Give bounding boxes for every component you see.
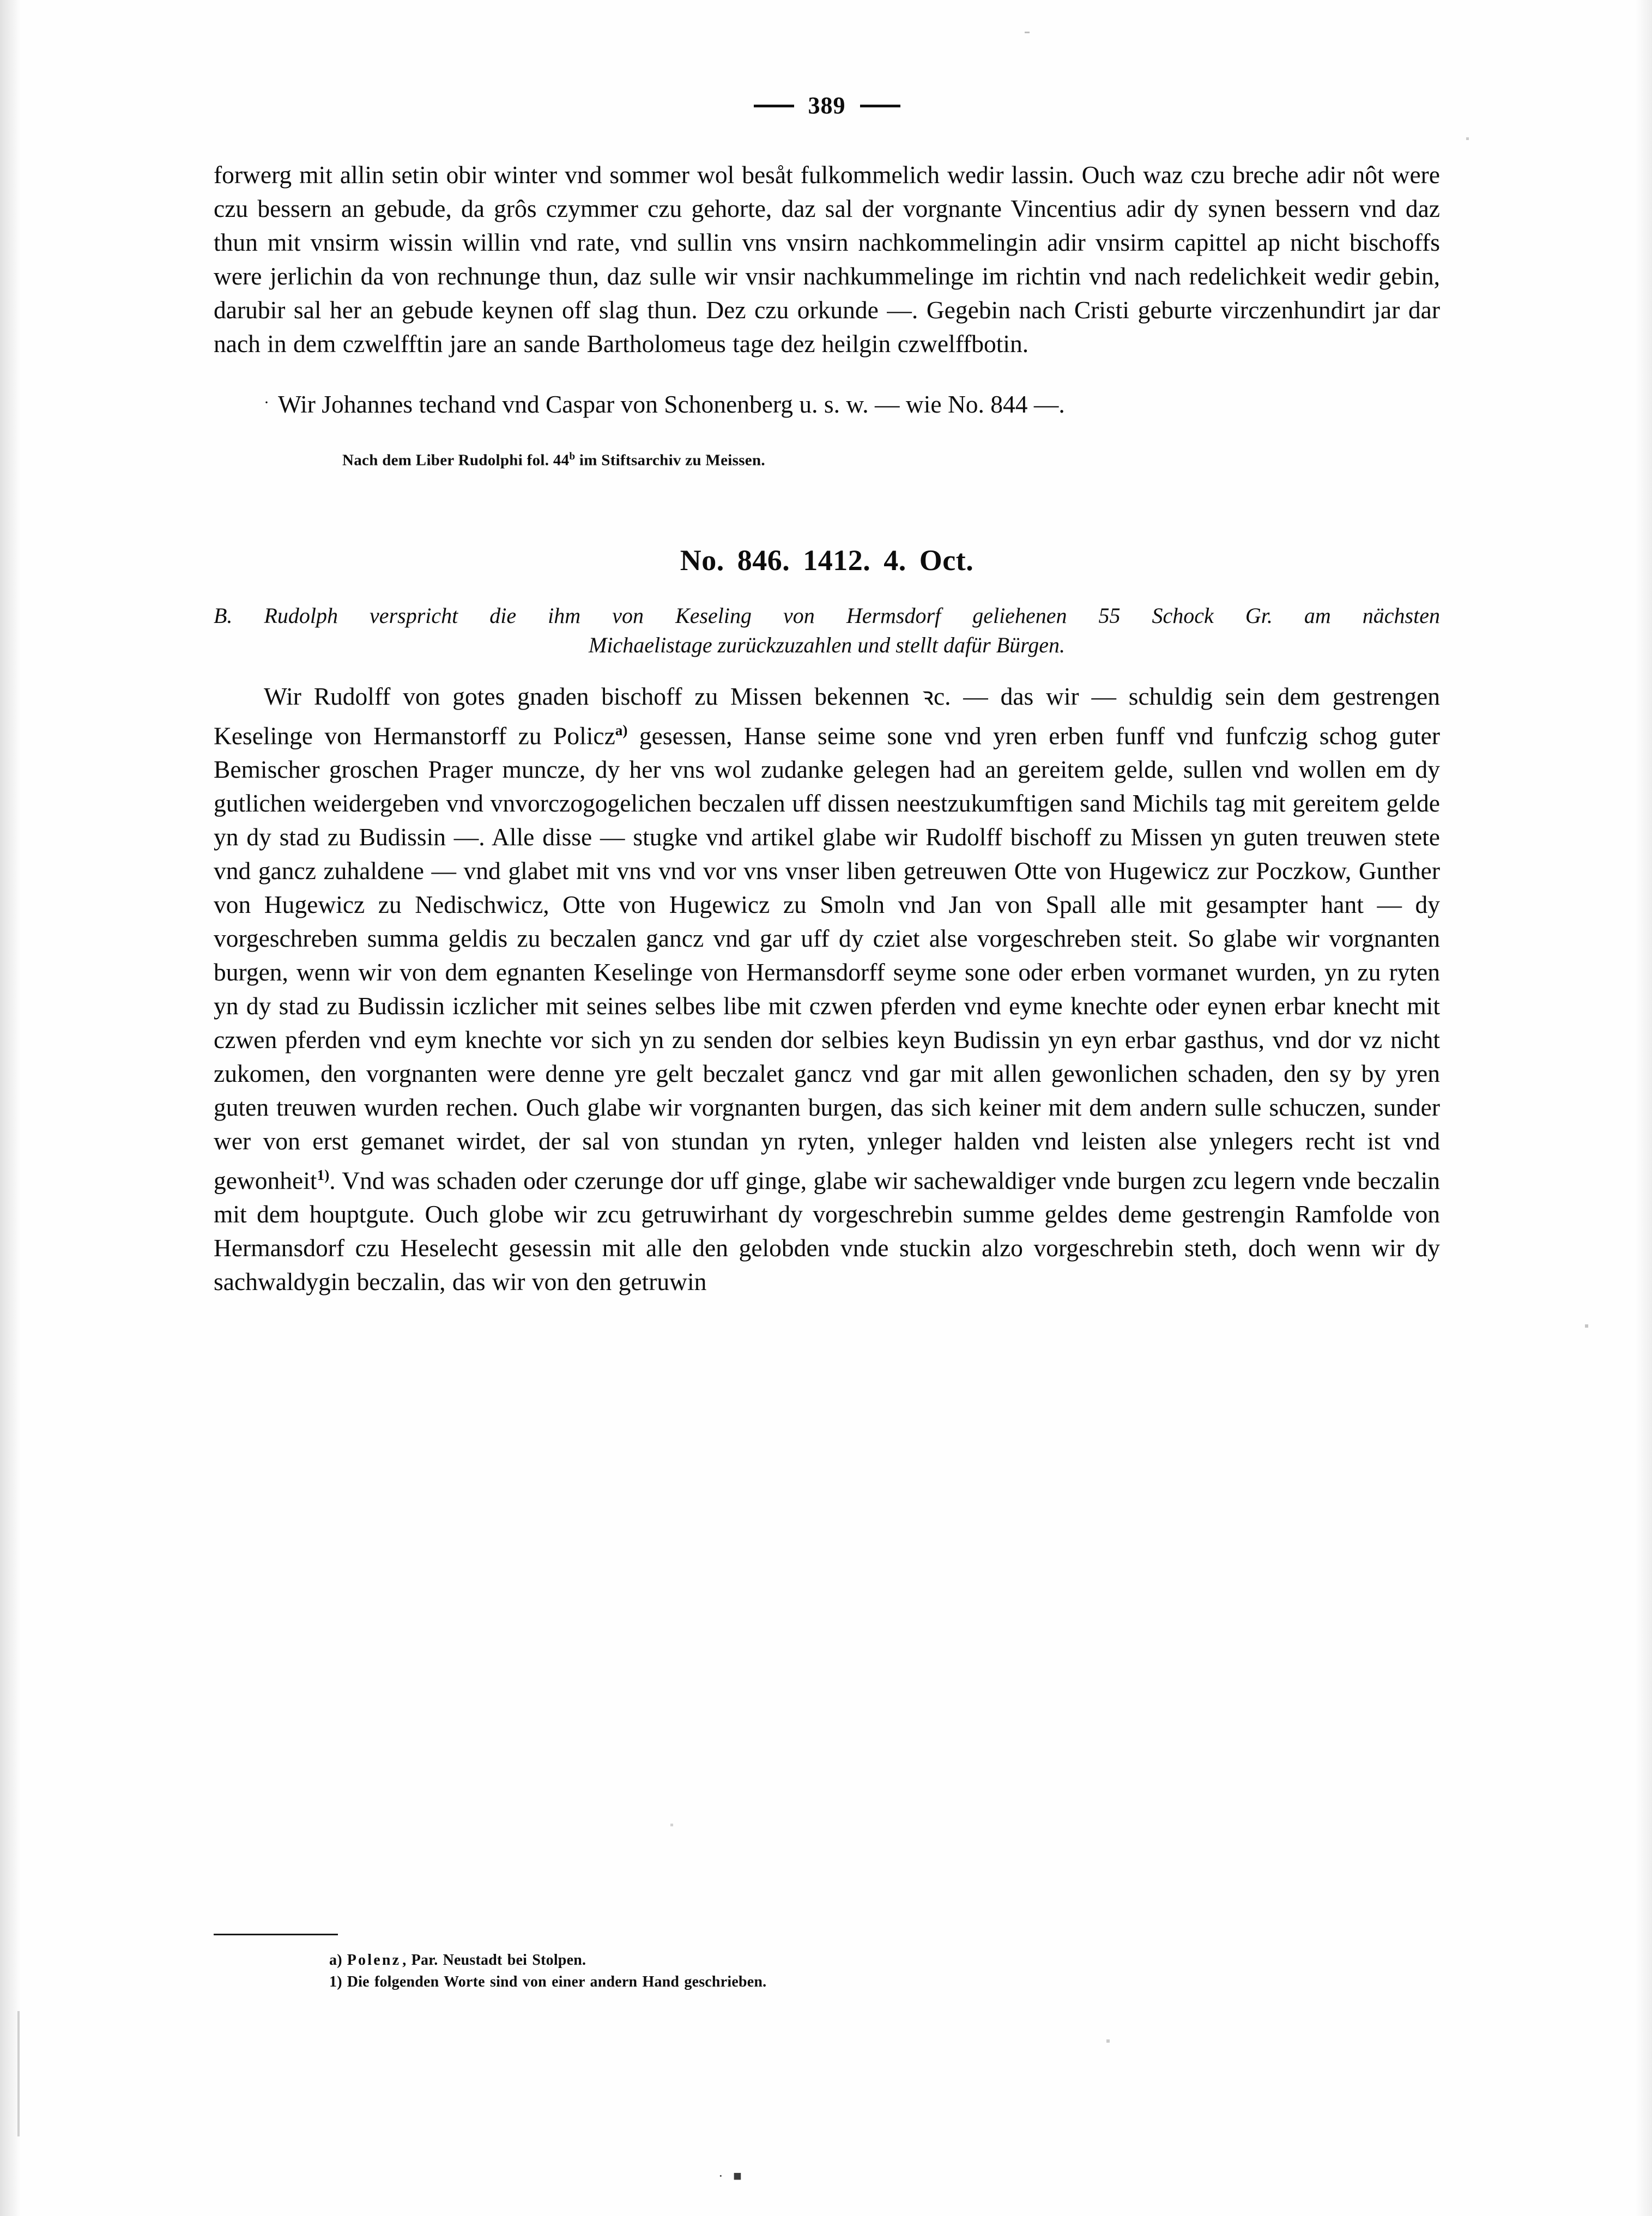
regest-line-2: Michaelistage zurückzuzahlen und stellt dafür Bürgen. — [589, 632, 1065, 657]
bottom-scan-artifact: · ■ — [718, 2168, 745, 2184]
regest-line-1: B. Rudolph verspricht die ihm von Keseling von Hermsdorf geliehenen 55 Schock Gr. am nächsten — [214, 603, 1440, 628]
scan-speckle — [1585, 1324, 1588, 1328]
charter-845-continuation-text: forwerg mit allin setin obir winter vnd sommer wol besåt fulkommelich wedir lassin. Ouch waz czu breche adir nôt were czu bessern an gebude, da grôs czymmer czu gehorte, daz sal der vorgnante Vincentius adir dy synen bessern vnd daz thun mit vnsirm wissin willin vnd rate, vnd sullin vns vnsirn nachkommelingin adir vnsirm capittel ap nicht bischoffs were jerlichin da von rechnunge thun, daz sulle wir vnsir nachkummelinge im richtin vnd nach redelichkeit wedir gebin, darubir sal her an gebude keynen off slag thun. Dez czu orkunde —. Gegebin nach Cristi geburte virczenhundirt jar dar nach in dem czwelfftin jare an sande Bartholomeus tage dez heilgin czwelffbotin. — [214, 161, 1440, 358]
attestation-text: Wir Johannes techand vnd Caspar von Schonenberg u. s. w. — wie No. 844 —. — [278, 390, 1065, 418]
attestation-lead-dot: · — [264, 393, 269, 411]
page-header-folio — [214, 94, 1440, 118]
folio-rule-right — [860, 105, 900, 107]
scan-speckle — [17, 2011, 20, 2136]
charter-846-body-segment-1: Wir Rudolff von gotes gnaden bischoff zu Missen bekennen ꝛc. — das wir — schuldig sein dem gestrengen Keselinge von Hermanstorff zu Policz — [214, 682, 1440, 750]
scan-speckle — [1466, 137, 1469, 140]
charter-846-body-text — [214, 680, 1440, 1299]
charter-845-attestation-line — [214, 386, 1440, 421]
footnote-1-marker: 1) — [329, 1973, 342, 1990]
folio-number: 389 — [808, 92, 846, 119]
page-content — [214, 0, 1440, 1324]
footnote-a-text: , Par. Neustadt bei Stolpen. — [402, 1952, 586, 1969]
scan-speckle — [1106, 2039, 1110, 2043]
scan-edge-shadow-left — [0, 0, 21, 2216]
footnote-ref-1[interactable]: 1) — [317, 1167, 330, 1184]
charter-846-body-segment-2: gesessen, Hanse seime sone vnd yren erben funff vnd funfczig schog guter Bemischer groschen Prager muncze, dy her vns wol zudanke gelegen had an gereitem gelde, sullen vnd wollen em dy gutlichen weidergeben vnd vnvorczogogelichen beczalen uff dissen neestzukumftigen sand Michils tag mit gereitem gelde yn dy stad zu Budissin —. Alle disse — stugke vnd artikel glabe wir Rudolff bischoff zu Missen yn guten treuwen stete vnd gancz zuhaldene — vnd glabet mit vns vnd vor vns vnser liben getreuwen Otte von Hugewicz zur Poczkow, Gunther von Hugewicz zu Nedischwicz, Otte von Hugewicz zu Smoln vnd Jan von Spall alle mit gesampter hant — dy vorgeschreben summa geldis zu beczalen gancz vnd gar uff dy cziet alse vorgeschreben steit. So glabe wir vorgnanten burgen, wenn wir von dem egnanten Keselinge von Hermansdorff seyme sone oder erben vormanet wurden, yn zu ryten yn dy stad zu Budissin iczlicher mit seines selbes libe mit czwen pferden vnd eyme knechte oder eynen erbar knecht mit czwen pferden vnd eym knechte vor sich yn zu senden dor selbies keyn Budissin yn eyn erbar gasthus, vnd dor vz nicht zukomen, den vorgnanten were denne yre gelt beczalet gancz vnd gar mit allen gewonlichen schaden, den sy by yren guten treuwen wurden rechen. Ouch glabe wir vorgnanten burgen, das sich keiner mit dem andern sulle schuczen, sunder wer von erst gemanet wirdet, der sal von stundan yn ryten, ynleger halden vnd leisten alse ynlegers recht ist vnd gewonheit — [214, 722, 1440, 1195]
footnote-a — [214, 1949, 1440, 1971]
scan-edge-shadow-right — [1636, 0, 1652, 2216]
provenance-prefix: Nach dem Liber Rudolphi fol. 44 — [342, 451, 570, 469]
charter-846-body-segment-3: . Vnd was schaden oder czerunge dor uff ginge, glabe wir sachewaldiger vnde burgen zcu legern vnde beczalin mit dem houptgute. Ouch globe wir zcu getruwirhant dy vorgeschrebin summe geldes deme gestrengin Ramfolde von Hermansdorf czu Heselecht gesessin mit alle den gelobden vnde stuckin alzo vorgeschrebin steth, doch wenn wir dy sachwaldygin beczalin, das wir von den getruwin — [214, 1166, 1440, 1296]
footnote-1 — [214, 1971, 1440, 1993]
footnote-a-placename: Polenz — [347, 1952, 401, 1969]
charter-846-regest — [214, 601, 1440, 660]
provenance-suffix: im Stiftsarchiv zu Meissen. — [575, 451, 765, 469]
footnote-separator-rule — [214, 1934, 338, 1935]
footnote-a-marker: a) — [329, 1952, 342, 1969]
footnote-ref-a[interactable]: a) — [615, 722, 628, 738]
footnote-apparatus — [214, 1934, 1440, 1993]
folio-rule-left — [754, 105, 794, 107]
scan-speckle — [670, 1824, 673, 1826]
charter-846-heading: No. 846. 1412. 4. Oct. — [680, 543, 974, 577]
charter-845-provenance-note — [214, 446, 1440, 471]
provenance-folio-superscript: b — [569, 451, 576, 462]
footnote-1-text: Die folgenden Worte sind von einer andern Hand geschrieben. — [347, 1973, 767, 1990]
